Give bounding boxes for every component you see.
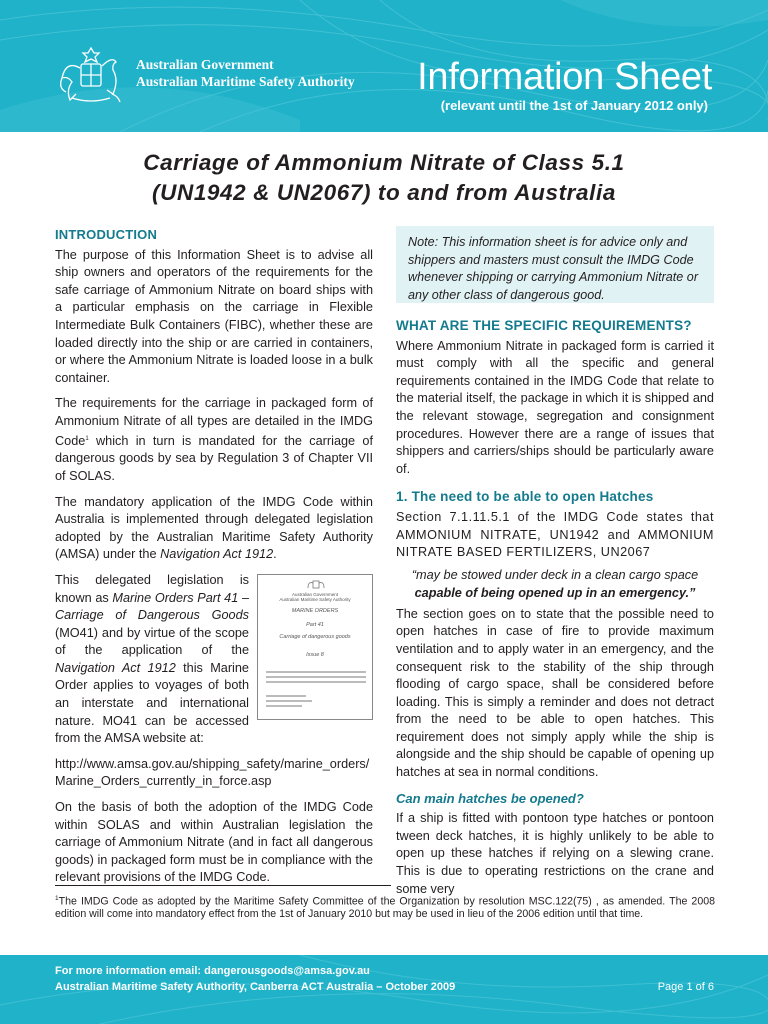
intro-heading: INTRODUCTION: [55, 227, 158, 242]
p4-marine-orders: Marine Orders Part 41 – Carriage of Dangerous Goods: [55, 590, 250, 623]
thumbnail-text-line: [266, 681, 366, 683]
document-title: [40, 148, 728, 208]
p4-act-name: Navigation Act 1912: [55, 660, 176, 675]
hatches-heading: 1. The need to be able to open Hatches: [396, 489, 654, 505]
url-line-1[interactable]: http://www.amsa.gov.au/shipping_safety/marine_orders/: [55, 756, 370, 771]
thumbnail-agency: Australian Maritime Safety Authority: [279, 596, 351, 602]
requirements-paragraph: Where Ammonium Nitrate in packaged form is carried it must comply with all the specific and general requirements contained in the IMDG Code that relate to the material itself, the package in which it is shipped and the relevant stowage, segregation and consignment procedures. However there are a range of issues that shippers and carriers/ships should be particularly aware of.: [396, 338, 714, 476]
url-line-2[interactable]: Marine_Orders_currently_in_force.asp: [55, 774, 272, 789]
thumbnail-text-line: [266, 705, 302, 707]
imdg-quote: [396, 566, 714, 602]
footnote: [55, 893, 715, 921]
quote-line-1: “may be stowed under deck in a clean cargo space: [411, 567, 699, 582]
hatches-paragraph-1: Section 7.1.11.5.1 of the IMDG Code states that AMMONIUM NITRATE, UN1942 and AMMONIUM NITRATE BASED FERTILIZERS, UN2067: [396, 509, 714, 560]
footer-email[interactable]: For more information email: dangerousgoods@amsa.gov.au: [55, 965, 370, 977]
right-column: [396, 226, 714, 898]
requirements-heading: WHAT ARE THE SPECIFIC REQUIREMENTS?: [396, 318, 692, 333]
footnote-number: 1: [55, 895, 59, 902]
thumbnail-text-line: [266, 671, 366, 673]
footer-organisation: Australian Maritime Safety Authority, Canberra ACT Australia – October 2009: [55, 981, 456, 993]
footnote-rule: [55, 885, 391, 886]
marine-orders-thumbnail: [257, 574, 373, 720]
p4-text-b: (MO41) and by virtue of the scope of the application of the: [55, 625, 249, 658]
thumbnail-title-1: MARINE ORDERS: [291, 607, 339, 614]
p3-text-a: The mandatory application of the IMDG Code within Australia is implemented through delegated legislation adopted by the Australian Maritime Safety Authority (AMSA) under the: [55, 494, 373, 562]
coat-of-arms-icon: [52, 44, 130, 106]
gov-line-2: Australian Maritime Safety Authority: [136, 74, 355, 89]
thumbnail-text-line: [266, 676, 366, 678]
main-hatches-paragraph: If a ship is fitted with pontoon type hatches or pontoon tween deck hatches, it is highly unlikely to be able to open up these hatches if relying on a slewing crane. This is due to operating restrictions on the crane and some very: [396, 811, 714, 896]
intro-paragraph-3: [55, 494, 373, 564]
thumbnail-gov: Australian Government: [291, 591, 339, 597]
footnote-text: The IMDG Code as adopted by the Maritime Safety Committee of the Organization by resolution MSC.122(75) , as amended. The 2008 edition will come into mandatory effect from the 1st of January 2010 but may be used in lieu of the 2006 edition until that time.: [55, 895, 715, 921]
p3-act-name: Navigation Act 1912: [160, 547, 274, 562]
header-banner: [0, 0, 768, 132]
thumbnail-title-2: Part 41: [306, 621, 324, 628]
p4-text-a: This delegated legislation is known as: [55, 572, 249, 605]
intro-paragraph-2: [55, 395, 373, 485]
title-line-1: Carriage of Ammonium Nitrate of Class 5.1: [143, 150, 625, 175]
thumbnail-crest-icon: [306, 579, 326, 591]
government-name: [136, 56, 355, 90]
gov-line-1: Australian Government: [136, 57, 274, 72]
footnote-ref: 1: [85, 435, 89, 442]
thumbnail-text-line: [266, 695, 306, 697]
thumbnail-title-3: Carriage of dangerous goods: [279, 633, 351, 640]
p2-text-a: The requirements for the carriage in packaged form of Ammonium Nitrate of all types are detailed in the IMDG Code: [55, 396, 373, 448]
p4-text-c: this Marine Order applies to voyages of both an interstate and international nature. MO41 can be accessed from the AMSA website at:: [55, 660, 249, 746]
thumbnail-title-4: Issue 8: [306, 651, 324, 658]
main-hatches-heading: Can main hatches be opened?: [396, 790, 584, 806]
sheet-title: Information Sheet: [417, 56, 712, 98]
intro-paragraph-5: On the basis of both the adoption of the IMDG Code within SOLAS and within Australian legislation the carriage of Ammonium Nitrate (and in fact all dangerous goods) in packaged form must be in compliance with the relevant provisions of the IMDG Code.: [55, 800, 373, 885]
p2-text-b: which in turn is mandated for the carriage of dangerous goods by sea by Regulation 3 of Chapter VII of SOLAS.: [55, 433, 373, 483]
hatches-paragraph-2: The section goes on to state that the possible need to open hatches in case of fire to provide maximum ventilation and to apply water in an emergency, and the consequent risk to the stability of the ship through flooding of cargo space, shall be considered before loading. This is simply a reminder and does not detract from the need to be able to open hatches. This requirement does not simply apply while the ship is alongside and the ship should be capable of opening up hatches at sea in normal conditions.: [396, 606, 714, 780]
amsa-url[interactable]: [55, 756, 373, 791]
thumbnail-text-line: [266, 700, 312, 702]
left-column: [55, 226, 373, 887]
page-number: Page 1 of 6: [657, 981, 714, 993]
quote-line-2: capable of being opened up in an emergency.”: [414, 585, 696, 600]
footer-banner: [0, 955, 768, 1024]
note-box: Note: This information sheet is for advice only and shippers and masters must consult the IMDG Code whenever shipping or carrying Ammonium Nitrate or any other class of dangerous good.: [396, 226, 714, 303]
intro-paragraph-1: The purpose of this Information Sheet is to advise all ship owners and operators of the requirements for the safe carriage of Ammonium Nitrate on board ships with a particular emphasis on the carriage in Flexible Intermediate Bulk Containers (FIBC), whether these are loaded directly into the ship or are carried in containers, or where the Ammonium Nitrate is loaded loose in a bulk container.: [55, 247, 373, 385]
p3-text-b: .: [273, 547, 277, 562]
sheet-subtitle: (relevant until the 1st of January 2012 only): [440, 98, 708, 113]
title-line-2: (UN1942 & UN2067) to and from Australia: [152, 180, 616, 205]
